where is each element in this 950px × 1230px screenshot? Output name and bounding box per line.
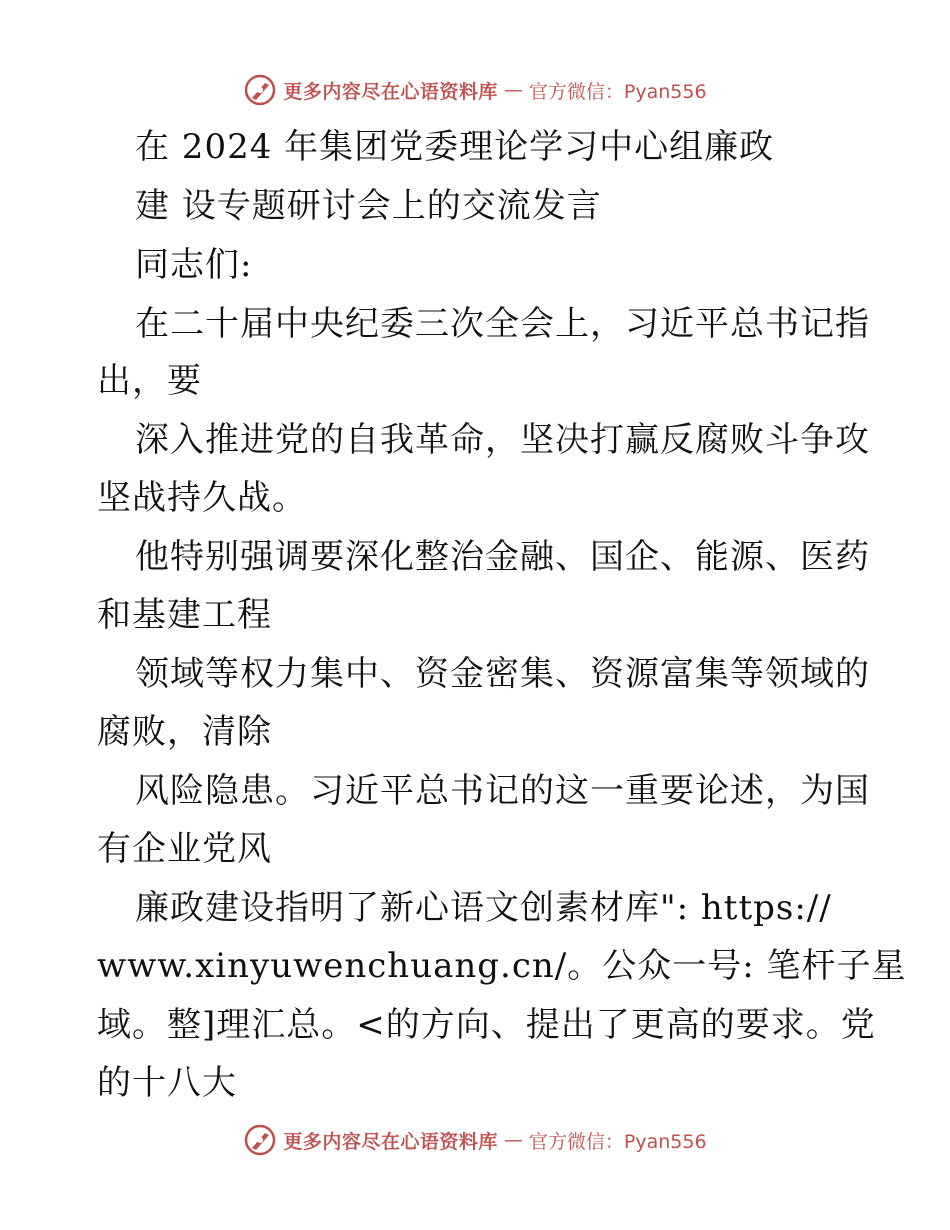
body-line: 廉政建设指明了新心语文创素材库": https:// bbox=[135, 888, 832, 928]
banner-wechat: 官方微信：Pyan556 bbox=[528, 80, 707, 103]
pen-logo-icon bbox=[243, 73, 277, 107]
banner-separator: — bbox=[503, 1129, 523, 1151]
body-line: 域。整]理汇总。<的方向、提出了更高的要求。党 bbox=[97, 1005, 876, 1045]
body-line: 深入推进党的自我革命，坚决打赢反腐败斗争攻 bbox=[135, 420, 870, 460]
body-line: 在二十届中央纪委三次全会上，习近平总书记指 bbox=[135, 304, 870, 344]
body-line: 他特别强调要深化整治金融、国企、能源、医药 bbox=[135, 537, 870, 577]
body-line: 坚战持久战。 bbox=[97, 478, 307, 518]
header-banner bbox=[0, 70, 950, 110]
body-line: www.xinyuwenchuang.cn/。公众一号: 笔杆子星 bbox=[97, 946, 907, 986]
body-line: 风险隐患。习近平总书记的这一重要论述，为国 bbox=[135, 771, 870, 811]
document-title-line-1: 在 2024 年集团党委理论学习中心组廉政 bbox=[135, 127, 775, 167]
body-line: 出，要 bbox=[97, 361, 202, 401]
banner-site-name: 更多内容尽在心语资料库 bbox=[283, 80, 498, 103]
document-title-line-2: 建 设专题研讨会上的交流发言 bbox=[135, 186, 602, 226]
banner-separator: — bbox=[503, 79, 523, 101]
greeting: 同志们: bbox=[135, 245, 253, 285]
pen-logo-icon bbox=[243, 1123, 277, 1157]
body-line: 有企业党风 bbox=[97, 829, 272, 869]
banner-site-name: 更多内容尽在心语资料库 bbox=[283, 1130, 498, 1153]
footer-banner bbox=[0, 1120, 950, 1160]
body-line: 领域等权力集中、资金密集、资源富集等领域的 bbox=[135, 654, 870, 694]
body-line: 和基建工程 bbox=[97, 595, 272, 635]
body-line: 的十八大 bbox=[97, 1063, 237, 1103]
banner-wechat: 官方微信：Pyan556 bbox=[528, 1130, 707, 1153]
body-line: 腐败，清除 bbox=[97, 712, 272, 752]
